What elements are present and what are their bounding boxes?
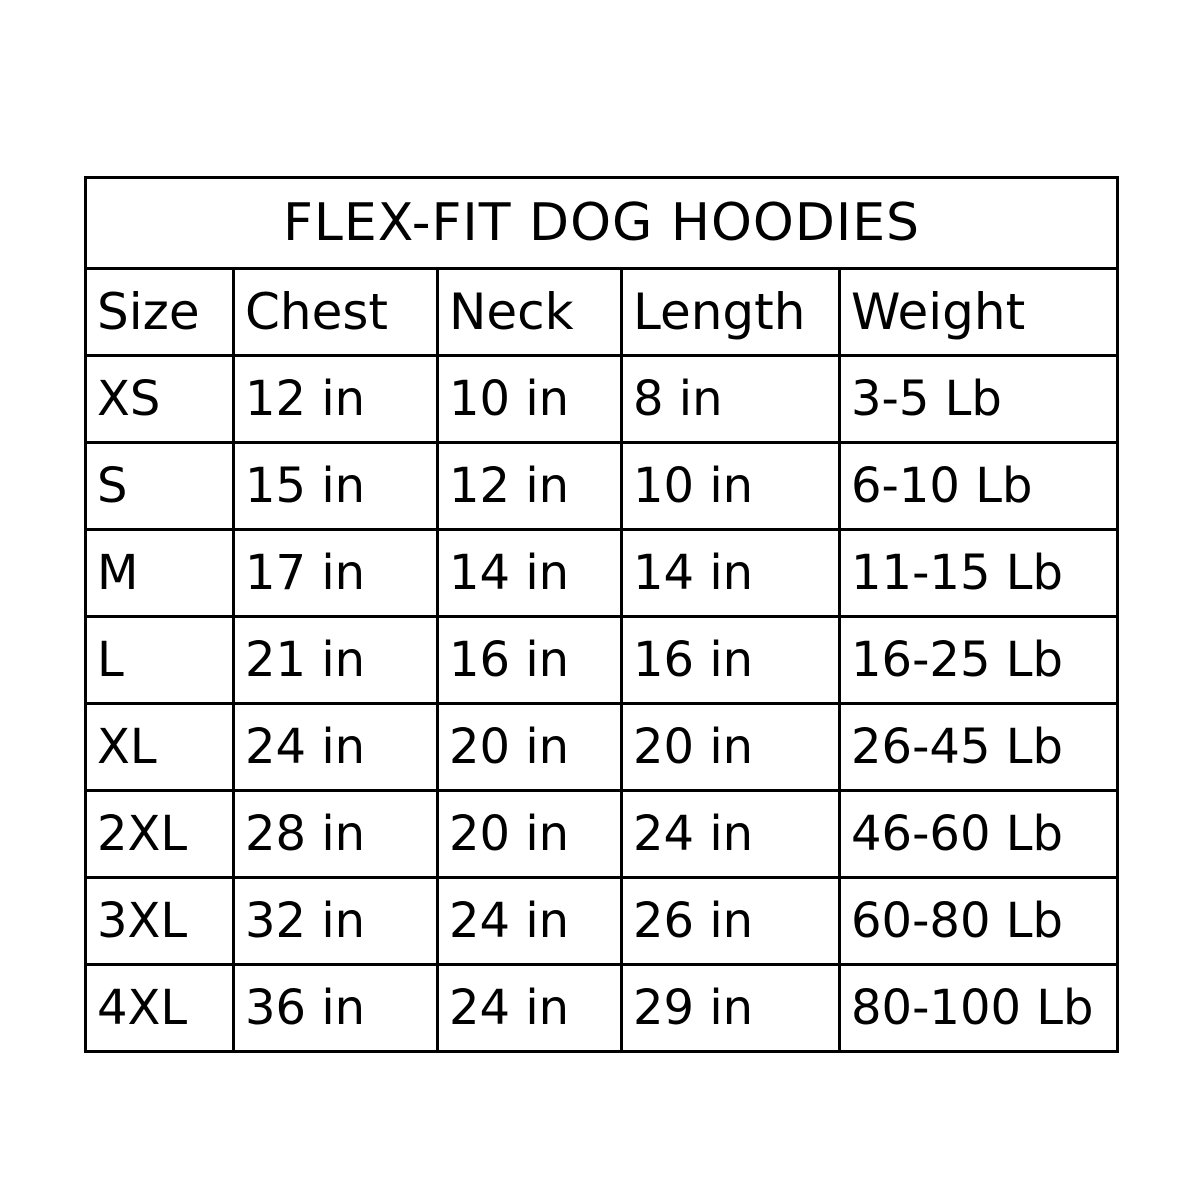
column-header-chest: Chest [234,269,438,356]
table-title-row [86,178,1118,269]
column-header-length: Length [622,269,840,356]
cell-size: 3XL [86,878,234,965]
table-row [86,443,1118,530]
size-chart-body [86,178,1118,1052]
cell-length: 26 in [622,878,840,965]
column-header-size: Size [86,269,234,356]
cell-neck: 16 in [438,617,622,704]
cell-size: 2XL [86,791,234,878]
table-row [86,356,1118,443]
cell-size: S [86,443,234,530]
cell-chest: 12 in [234,356,438,443]
cell-neck: 10 in [438,356,622,443]
table-header-row [86,269,1118,356]
cell-size: L [86,617,234,704]
cell-chest: 21 in [234,617,438,704]
cell-length: 20 in [622,704,840,791]
table-row [86,704,1118,791]
cell-chest: 15 in [234,443,438,530]
cell-weight: 80-100 Lb [840,965,1118,1052]
cell-neck: 24 in [438,878,622,965]
cell-size: M [86,530,234,617]
cell-chest: 24 in [234,704,438,791]
chart-title: FLEX-FIT DOG HOODIES [86,178,1118,269]
table-row [86,617,1118,704]
cell-size: XS [86,356,234,443]
size-chart-table [84,176,1119,1053]
cell-length: 16 in [622,617,840,704]
cell-weight: 6-10 Lb [840,443,1118,530]
table-row [86,878,1118,965]
cell-neck: 12 in [438,443,622,530]
cell-length: 14 in [622,530,840,617]
cell-weight: 11-15 Lb [840,530,1118,617]
cell-neck: 14 in [438,530,622,617]
cell-chest: 32 in [234,878,438,965]
table-row [86,965,1118,1052]
column-header-weight: Weight [840,269,1118,356]
cell-weight: 46-60 Lb [840,791,1118,878]
cell-weight: 26-45 Lb [840,704,1118,791]
cell-chest: 28 in [234,791,438,878]
cell-length: 29 in [622,965,840,1052]
column-header-neck: Neck [438,269,622,356]
cell-weight: 3-5 Lb [840,356,1118,443]
cell-length: 10 in [622,443,840,530]
cell-neck: 20 in [438,791,622,878]
cell-length: 8 in [622,356,840,443]
cell-size: 4XL [86,965,234,1052]
cell-length: 24 in [622,791,840,878]
cell-neck: 24 in [438,965,622,1052]
cell-weight: 60-80 Lb [840,878,1118,965]
cell-size: XL [86,704,234,791]
size-chart-container [84,176,1116,1053]
cell-chest: 17 in [234,530,438,617]
cell-neck: 20 in [438,704,622,791]
table-row [86,791,1118,878]
cell-weight: 16-25 Lb [840,617,1118,704]
table-row [86,530,1118,617]
cell-chest: 36 in [234,965,438,1052]
